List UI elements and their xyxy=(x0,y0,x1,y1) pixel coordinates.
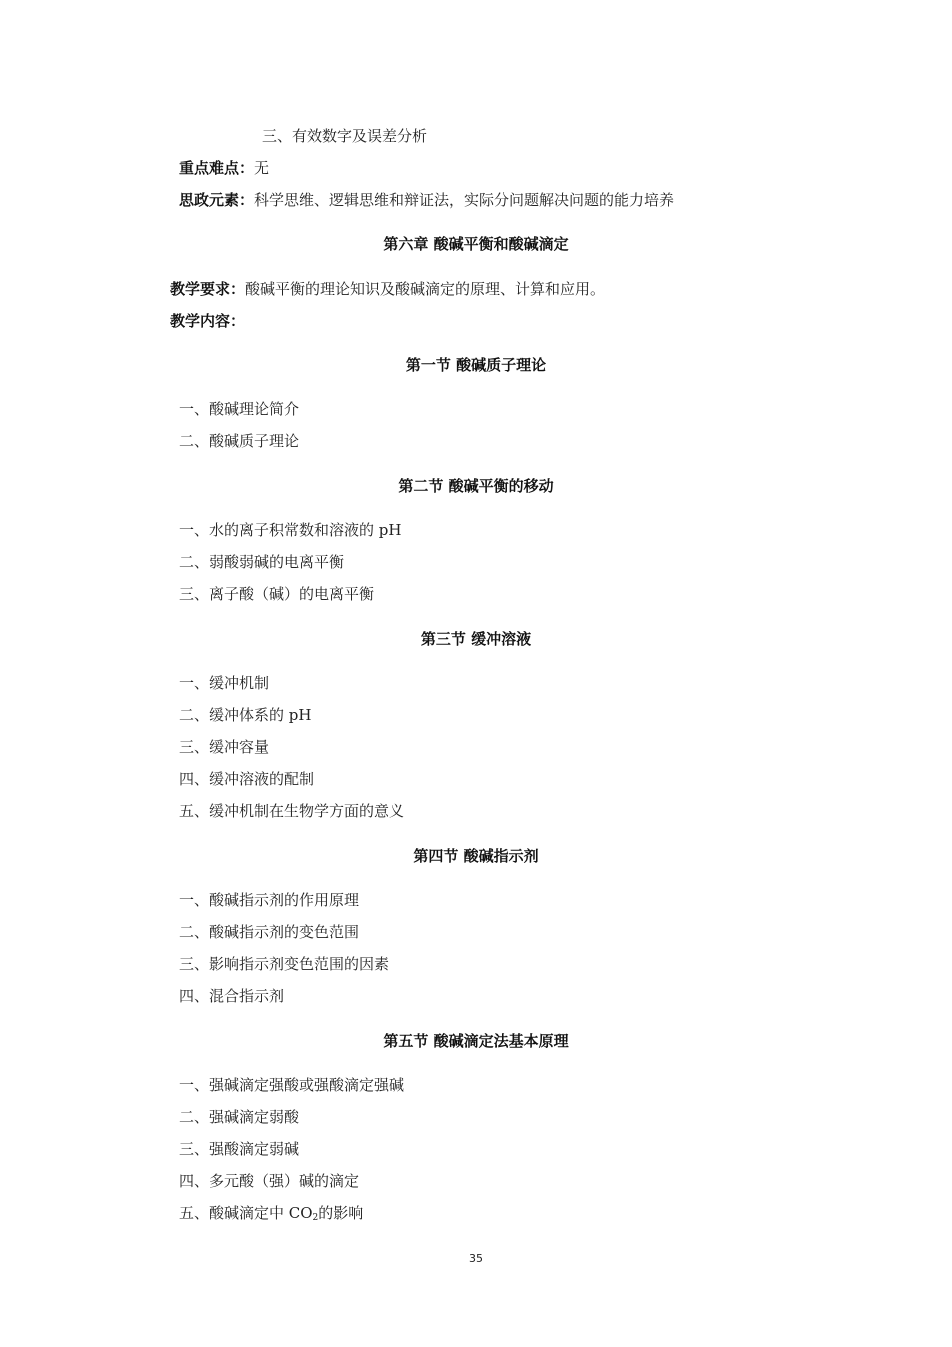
page-number: 35 xyxy=(469,1252,483,1265)
list-item xyxy=(179,1203,363,1223)
section-title: 第四节 酸碱指示剂 xyxy=(413,847,539,865)
requirement-line xyxy=(170,279,605,299)
ideology-label: 思政元素： xyxy=(179,191,255,209)
list-item: 一、缓冲机制 xyxy=(179,674,270,692)
list-item-text: 五、酸碱滴定中 CO xyxy=(179,1204,313,1222)
section-title: 第二节 酸碱平衡的移动 xyxy=(398,477,554,495)
list-item: 一、酸碱指示剂的作用原理 xyxy=(179,891,360,909)
chapter-title: 第六章 酸碱平衡和酸碱滴定 xyxy=(383,235,569,253)
list-item: 二、缓冲体系的 pH xyxy=(179,706,312,724)
list-item: 三、有效数字及误差分析 xyxy=(262,127,428,145)
key-points-line xyxy=(179,158,269,178)
list-item: 一、酸碱理论简介 xyxy=(179,400,300,418)
requirement-label: 教学要求： xyxy=(170,280,246,298)
list-item: 二、酸碱质子理论 xyxy=(179,432,300,450)
list-item: 五、缓冲机制在生物学方面的意义 xyxy=(179,802,405,820)
list-item: 二、酸碱指示剂的变色范围 xyxy=(179,923,360,941)
section-title: 第一节 酸碱质子理论 xyxy=(405,356,547,374)
list-item: 三、离子酸（碱）的电离平衡 xyxy=(179,585,375,603)
list-item: 二、强碱滴定弱酸 xyxy=(179,1108,300,1126)
list-item: 四、缓冲溶液的配制 xyxy=(179,770,315,788)
list-item: 二、弱酸弱碱的电离平衡 xyxy=(179,553,345,571)
key-points-label: 重点难点： xyxy=(179,159,255,177)
list-item: 三、影响指示剂变色范围的因素 xyxy=(179,955,390,973)
list-item: 三、缓冲容量 xyxy=(179,738,270,756)
subscript: 2 xyxy=(312,1213,319,1223)
list-item: 四、多元酸（强）碱的滴定 xyxy=(179,1172,360,1190)
content-label: 教学内容： xyxy=(170,312,246,330)
list-item: 三、强酸滴定弱碱 xyxy=(179,1140,300,1158)
list-item: 四、混合指示剂 xyxy=(179,987,285,1005)
key-points-value: 无 xyxy=(254,159,270,177)
ideology-line xyxy=(179,190,674,210)
section-title: 第三节 缓冲溶液 xyxy=(420,630,532,648)
requirement-value: 酸碱平衡的理论知识及酸碱滴定的原理、计算和应用。 xyxy=(245,280,606,298)
list-item: 一、水的离子积常数和溶液的 pH xyxy=(179,521,402,539)
ideology-value: 科学思维、逻辑思维和辩证法，实际分问题解决问题的能力培养 xyxy=(254,191,675,209)
list-item: 一、强碱滴定强酸或强酸滴定强碱 xyxy=(179,1076,405,1094)
content-label-line xyxy=(170,311,245,331)
section-title: 第五节 酸碱滴定法基本原理 xyxy=(383,1032,569,1050)
list-item-text: 的影响 xyxy=(318,1204,364,1222)
